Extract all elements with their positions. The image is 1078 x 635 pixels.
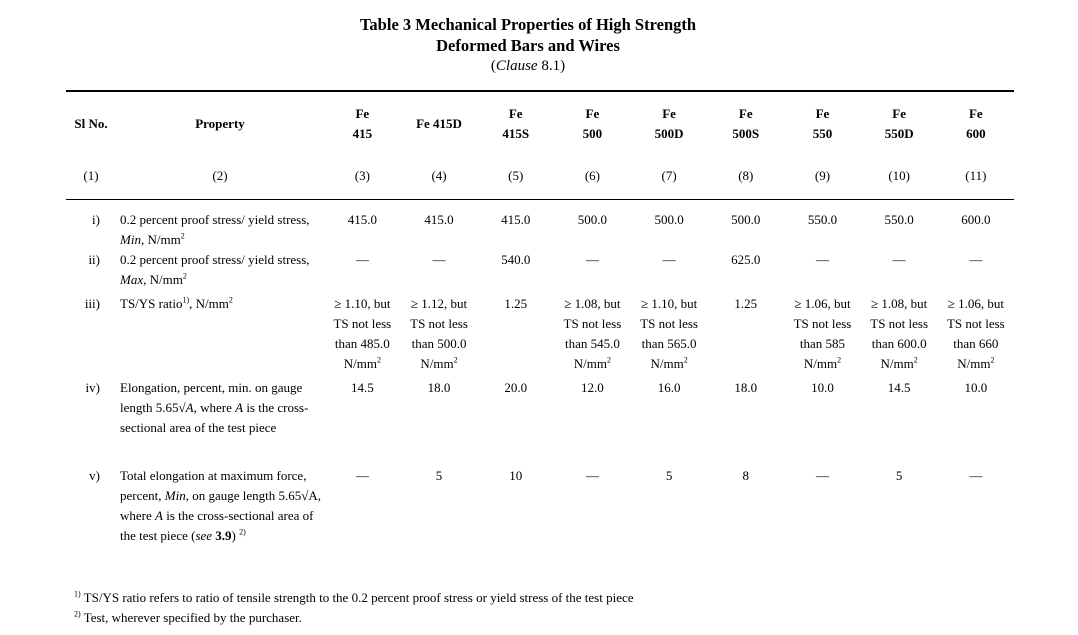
column-number: (8) (738, 168, 754, 183)
property-cell: Total elongation at maximum force, percent, Min, on gauge length 5.65√A, where A is the cross-sectional area of the test piece (see 3.9) $^{2)}$ (120, 468, 322, 543)
column-number: (11) (965, 168, 987, 183)
property-cell: TS/YS ratio$^{1)}$, $N/mm^2$ (120, 295, 233, 311)
table-row (66, 294, 1014, 378)
header-row (66, 91, 1014, 156)
value-cell: ≥ 1.06, but TS not less than 660 $N/mm^2$ (946, 296, 1005, 371)
header-grade: Fe 415S (502, 106, 530, 141)
value-cell: 500.0 (731, 212, 761, 227)
value-cell: 14.5 (350, 380, 374, 395)
value-cell: ≥ 1.08, but TS not less than 545.0 $N/mm^2$ (563, 296, 622, 371)
column-number: (10) (888, 168, 910, 183)
value-cell: ≥ 1.10, but TS not less than 565.0 $N/mm^2$ (640, 296, 698, 371)
header-property: Property (195, 116, 245, 131)
footnote: $^{2)}$ Test, wherever specified by the purchaser. (74, 609, 302, 625)
table-title (0, 14, 1056, 76)
value-cell: 10.0 (964, 380, 988, 395)
value-cell: 5 (665, 468, 673, 483)
value-cell: — (815, 468, 829, 483)
value-cell: 550.0 (807, 212, 838, 227)
property-cell: 0.2 percent proof stress/ yield stress, Max, $N/mm^2$ (120, 252, 310, 287)
value-cell: 550.0 (884, 212, 914, 227)
footnote: $^{1)}$ TS/YS ratio refers to ratio of tensile strength to the 0.2 percent proof stress or yield stress of the test piece (74, 589, 634, 605)
row-number: ii) (88, 252, 100, 267)
value-cell: 10 (509, 468, 523, 483)
value-cell: 16.0 (657, 380, 681, 395)
value-cell: 5 (435, 468, 443, 483)
header-grade: Fe 600 (966, 106, 986, 141)
header-grade: Fe 415D (416, 116, 462, 131)
column-number: (4) (431, 168, 447, 183)
value-cell: 1.25 (734, 296, 758, 311)
title-line-2: Deformed Bars and Wires (436, 36, 620, 55)
column-number: (7) (661, 168, 677, 183)
column-number-row (66, 156, 1014, 200)
value-cell: — (892, 252, 906, 267)
column-number: (5) (508, 168, 524, 183)
value-cell: — (969, 468, 983, 483)
table-row (66, 378, 1014, 466)
value-cell: 500.0 (654, 212, 684, 227)
header-grade: Fe 550 (812, 106, 833, 141)
header-sl-no: Sl No. (74, 116, 108, 131)
table-row (66, 466, 1014, 566)
column-number: (1) (83, 168, 99, 183)
table-row (66, 250, 1014, 294)
title-line-1: Table 3 Mechanical Properties of High Strength (359, 15, 697, 34)
value-cell: 1.25 (504, 296, 528, 311)
properties-table (66, 90, 1014, 566)
value-cell: — (355, 252, 369, 267)
column-number: (2) (212, 168, 228, 183)
header-grade: Fe 500D (654, 106, 684, 141)
value-cell: ≥ 1.06, but TS not less than 585 $N/mm^2$ (793, 296, 852, 371)
header-grade: Fe 415 (352, 106, 373, 141)
value-cell: 415.0 (424, 212, 454, 227)
row-number: iv) (85, 380, 100, 395)
value-cell: ≥ 1.12, but TS not less than 500.0 $N/mm^2$ (410, 296, 468, 371)
value-cell: ≥ 1.08, but TS not less than 600.0 $N/mm^2$ (870, 296, 929, 371)
value-cell: — (585, 468, 599, 483)
value-cell: — (662, 252, 676, 267)
value-cell: 5 (895, 468, 903, 483)
value-cell: 625.0 (731, 252, 761, 267)
value-cell: 20.0 (504, 380, 528, 395)
value-cell: — (969, 252, 983, 267)
column-number: (3) (354, 168, 370, 183)
value-cell: — (432, 252, 446, 267)
value-cell: 14.5 (887, 380, 911, 395)
value-cell: 8 (742, 468, 750, 483)
column-number: (6) (584, 168, 600, 183)
row-number: v) (89, 468, 100, 483)
value-cell: — (355, 468, 369, 483)
clause-reference: (Clause 8.1) (490, 58, 566, 74)
header-grade: Fe 550D (884, 106, 914, 141)
table-row (66, 200, 1014, 251)
value-cell: ≥ 1.10, but TS not less than 485.0 $N/mm^2$ (333, 296, 392, 371)
value-cell: 10.0 (811, 380, 834, 395)
property-cell: 0.2 percent proof stress/ yield stress, Min, $N/mm^2$ (120, 212, 310, 247)
header-grade: Fe 500S (732, 106, 760, 141)
value-cell: 18.0 (427, 380, 451, 395)
value-cell: — (585, 252, 599, 267)
footnotes (74, 588, 634, 628)
column-number: (9) (814, 168, 831, 183)
value-cell: 500.0 (577, 212, 608, 227)
header-grade: Fe 500 (582, 106, 603, 141)
property-cell: Elongation, percent, min. on gauge length 5.65√A, where A is the cross-sectional area of the test piece (120, 380, 309, 435)
value-cell: 540.0 (501, 252, 531, 267)
row-number: iii) (84, 296, 100, 311)
value-cell: 415.0 (347, 212, 377, 227)
row-number: i) (92, 212, 100, 227)
value-cell: 415.0 (501, 212, 531, 227)
value-cell: 18.0 (734, 380, 758, 395)
value-cell: — (815, 252, 829, 267)
value-cell: 600.0 (961, 212, 991, 227)
value-cell: 12.0 (581, 380, 604, 395)
